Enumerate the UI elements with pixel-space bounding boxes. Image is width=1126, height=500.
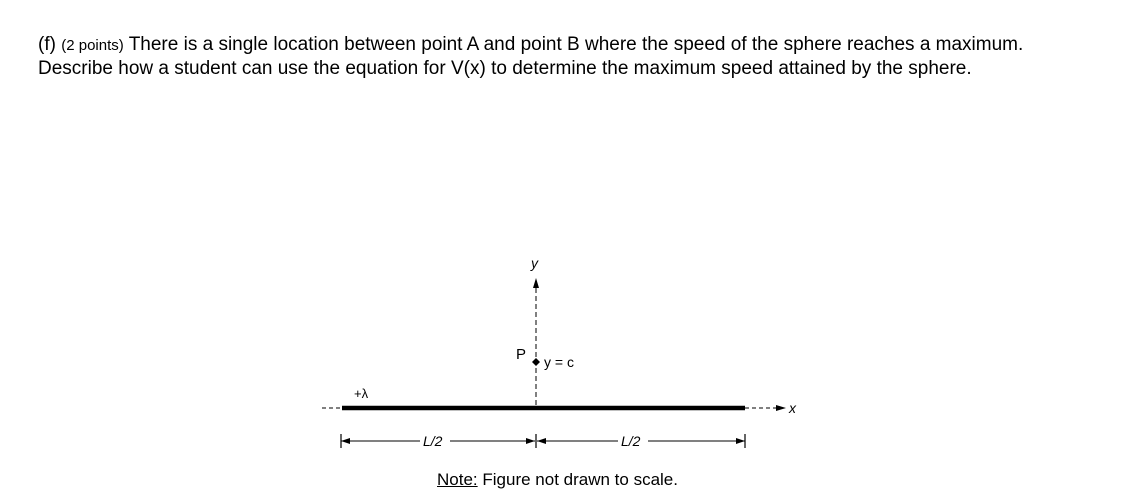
y-axis-label: y xyxy=(531,255,538,271)
note-label: Note: xyxy=(437,470,478,489)
left-dimension-arrow-a xyxy=(341,438,350,444)
question-label: (f) xyxy=(38,34,56,55)
figure-note xyxy=(437,470,678,490)
x-axis-arrowhead xyxy=(776,405,786,411)
note-text: Figure not drawn to scale. xyxy=(482,470,678,489)
left-half-label: L/2 xyxy=(423,433,443,449)
charge-density-label: +λ xyxy=(354,386,369,401)
right-dimension-arrow-b xyxy=(736,438,745,444)
point-position-label: y = c xyxy=(544,354,574,370)
x-axis-label: x xyxy=(789,400,796,416)
point-p-marker xyxy=(532,358,540,366)
question-points: (2 points) xyxy=(61,37,124,54)
y-axis-arrowhead xyxy=(533,278,539,288)
right-half-label: L/2 xyxy=(621,433,641,449)
point-p-label: P xyxy=(516,346,527,363)
left-dimension-arrow-b xyxy=(526,438,535,444)
question-body: There is a single location between point A and point B where the speed of the sphere reaches a maximum. Describe how a student can use the equation for V(x) to determine the maximum speed attained by the sphere. xyxy=(38,34,1024,79)
